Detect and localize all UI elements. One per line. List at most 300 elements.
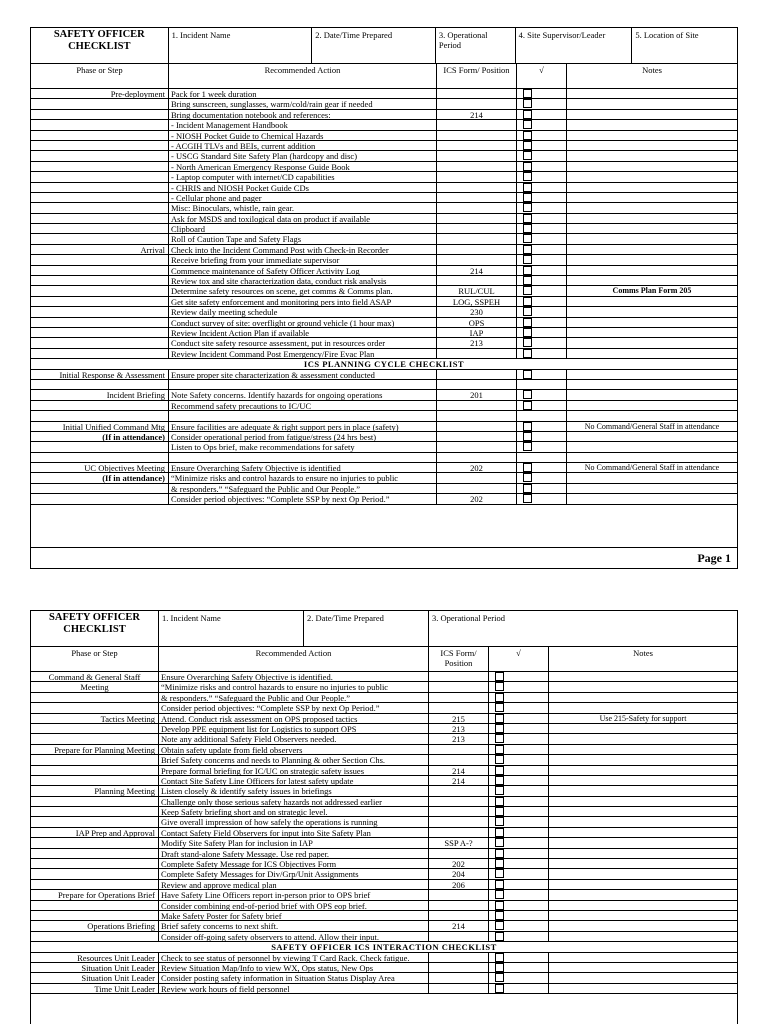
action-cell: Develop PPE equipment list for Logistics to support OPS bbox=[159, 724, 429, 733]
phase-cell bbox=[31, 110, 169, 119]
form-cell bbox=[437, 255, 517, 264]
notes-cell bbox=[567, 99, 737, 108]
checkbox[interactable] bbox=[523, 494, 532, 503]
operational-period-field-2[interactable]: 3. Operational Period bbox=[432, 613, 505, 623]
form-cell bbox=[429, 797, 489, 806]
action-cell: Conduct site safety resource assessment, put in resources order bbox=[169, 338, 437, 347]
action-cell: “Minimize risks and control hazards to ensure no injuries to public bbox=[169, 473, 437, 482]
notes-cell bbox=[549, 901, 737, 910]
phase-cell bbox=[31, 411, 169, 420]
check-cell bbox=[489, 921, 549, 930]
checkbox[interactable] bbox=[495, 963, 504, 972]
table-row bbox=[31, 255, 737, 265]
operational-period-field[interactable]: 3. Operational Period bbox=[436, 28, 516, 63]
table-row bbox=[31, 776, 737, 786]
checkbox[interactable] bbox=[495, 973, 504, 982]
checkbox[interactable] bbox=[495, 807, 504, 816]
check-cell bbox=[517, 422, 567, 431]
checkbox[interactable] bbox=[523, 276, 532, 285]
notes-cell bbox=[567, 307, 737, 316]
check-cell bbox=[517, 172, 567, 181]
phase-cell: (If in attendance) bbox=[31, 473, 169, 482]
check-cell bbox=[517, 286, 567, 295]
checkbox[interactable] bbox=[523, 370, 532, 379]
checkbox[interactable] bbox=[523, 89, 532, 98]
form-cell: 215 bbox=[429, 714, 489, 723]
table-row bbox=[31, 162, 737, 172]
action-cell: Ensure proper site characterization & assessment conducted bbox=[169, 370, 437, 379]
checkbox[interactable] bbox=[523, 349, 532, 358]
phase-cell bbox=[31, 838, 159, 847]
checkbox[interactable] bbox=[495, 797, 504, 806]
notes-cell bbox=[549, 703, 737, 712]
check-cell bbox=[517, 110, 567, 119]
notes-cell bbox=[549, 776, 737, 785]
phase-cell bbox=[31, 734, 159, 743]
table-row bbox=[31, 411, 737, 421]
notes-cell bbox=[549, 672, 737, 681]
form-cell: OPS bbox=[437, 318, 517, 327]
table-row bbox=[31, 110, 737, 120]
table-row bbox=[31, 120, 737, 130]
page1-column-headers bbox=[31, 64, 737, 89]
notes-cell bbox=[567, 141, 737, 150]
action-cell: Bring sunscreen, sunglasses, warm/cold/rain gear if needed bbox=[169, 99, 437, 108]
phase-cell bbox=[31, 766, 159, 775]
notes-cell bbox=[567, 370, 737, 379]
phase-cell: Resources Unit Leader bbox=[31, 953, 159, 962]
checkbox[interactable] bbox=[495, 828, 504, 837]
check-cell bbox=[489, 963, 549, 972]
table-row bbox=[31, 766, 737, 776]
section-heading-text: ICS PLANNING CYCLE CHECKLIST bbox=[303, 359, 465, 370]
checkbox[interactable] bbox=[495, 682, 504, 691]
phase-cell bbox=[31, 255, 169, 264]
table-row bbox=[31, 838, 737, 848]
checkbox[interactable] bbox=[495, 817, 504, 826]
checkbox[interactable] bbox=[523, 473, 532, 482]
check-cell bbox=[517, 183, 567, 192]
checkbox[interactable] bbox=[523, 162, 532, 171]
action-cell: - CHRIS and NIOSH Pocket Guide CDs bbox=[169, 183, 437, 192]
action-cell: & responders.” “Safeguard the Public and Our People.” bbox=[159, 693, 429, 702]
checkbox[interactable] bbox=[523, 307, 532, 316]
form-cell bbox=[437, 276, 517, 285]
action-cell: Ensure Overarching Safety Objective is identified. bbox=[159, 672, 429, 681]
table-row bbox=[31, 214, 737, 224]
table-row bbox=[31, 172, 737, 182]
phase-cell: Arrival bbox=[31, 245, 169, 254]
notes-cell bbox=[549, 724, 737, 733]
checkbox[interactable] bbox=[523, 151, 532, 160]
table-row bbox=[31, 224, 737, 234]
form-cell bbox=[429, 786, 489, 795]
form-cell: 206 bbox=[429, 880, 489, 889]
notes-cell bbox=[567, 234, 737, 243]
notes-cell bbox=[549, 921, 737, 930]
checkbox[interactable] bbox=[495, 921, 504, 930]
check-cell bbox=[489, 672, 549, 681]
incident-name-field-2[interactable]: 1. Incident Name bbox=[159, 611, 304, 646]
page1-title: SAFETY OFFICER CHECKLIST bbox=[31, 28, 169, 63]
phase-cell bbox=[31, 776, 159, 785]
phase-cell: Time Unit Leader bbox=[31, 984, 159, 993]
checkbox[interactable] bbox=[523, 432, 532, 441]
action-cell: Conduct survey of site: overflight or ground vehicle (1 hour max) bbox=[169, 318, 437, 327]
date-time-prepared-field[interactable]: 2. Date/Time Prepared bbox=[312, 28, 436, 63]
check-cell bbox=[517, 328, 567, 337]
action-cell bbox=[169, 411, 437, 420]
check-cell bbox=[517, 318, 567, 327]
phase-cell bbox=[31, 453, 169, 462]
checkbox[interactable] bbox=[495, 714, 504, 723]
action-cell: - ACGIH TLVs and BEIs, current addition bbox=[169, 141, 437, 150]
checkbox[interactable] bbox=[495, 703, 504, 712]
action-cell: Review daily meeting schedule bbox=[169, 307, 437, 316]
form-cell: 214 bbox=[429, 921, 489, 930]
action-cell: Consider operational period from fatigue/stress (24 hrs best) bbox=[169, 432, 437, 441]
check-header: √ bbox=[517, 64, 567, 88]
checkbox[interactable] bbox=[523, 224, 532, 233]
page2-rows bbox=[31, 672, 737, 994]
checkbox[interactable] bbox=[523, 422, 532, 431]
phase-cell: Initial Response & Assessment bbox=[31, 370, 169, 379]
notes-cell bbox=[549, 869, 737, 878]
site-supervisor-field[interactable]: 4. Site Supervisor/Leader bbox=[516, 28, 633, 63]
form-cell bbox=[437, 453, 517, 462]
check-cell bbox=[489, 953, 549, 962]
checkbox[interactable] bbox=[523, 266, 532, 275]
checkbox[interactable] bbox=[523, 442, 532, 451]
form-cell bbox=[437, 422, 517, 431]
table-row bbox=[31, 682, 737, 692]
form-cell bbox=[429, 953, 489, 962]
checkbox[interactable] bbox=[523, 401, 532, 410]
table-row bbox=[31, 422, 737, 432]
section-heading-text: SAFETY OFFICER ICS INTERACTION CHECKLIST bbox=[271, 942, 497, 953]
phase-cell bbox=[31, 224, 169, 233]
action-cell: - USCG Standard Site Safety Plan (hardcopy and disc) bbox=[169, 151, 437, 160]
checkbox[interactable] bbox=[495, 672, 504, 681]
phase-cell: Situation Unit Leader bbox=[31, 963, 159, 972]
notes-cell bbox=[549, 807, 737, 816]
checkbox[interactable] bbox=[523, 318, 532, 327]
table-row bbox=[31, 338, 737, 348]
phase-cell bbox=[31, 797, 159, 806]
phase-cell: Operations Briefing bbox=[31, 921, 159, 930]
table-row bbox=[31, 370, 737, 380]
checkbox[interactable] bbox=[523, 328, 532, 337]
form-cell bbox=[429, 703, 489, 712]
phase-cell: Meeting bbox=[31, 682, 159, 691]
check-cell bbox=[517, 442, 567, 451]
action-cell: Draft stand-alone Safety Message. Use red paper. bbox=[159, 849, 429, 858]
check-cell bbox=[489, 714, 549, 723]
action-cell: Review tox and site characterization data, conduct risk analysis bbox=[169, 276, 437, 285]
form-cell bbox=[429, 911, 489, 920]
phase-cell bbox=[31, 203, 169, 212]
form-cell: LOG, SSPEH bbox=[437, 297, 517, 306]
form-cell bbox=[437, 141, 517, 150]
action-cell: Consider off-going safety observers to attend. Allow their input. bbox=[159, 932, 429, 941]
form-cell bbox=[429, 901, 489, 910]
table-row bbox=[31, 131, 737, 141]
table-row bbox=[31, 193, 737, 203]
form-cell bbox=[437, 99, 517, 108]
form-cell: 213 bbox=[429, 734, 489, 743]
checkbox[interactable] bbox=[495, 901, 504, 910]
table-row bbox=[31, 849, 737, 859]
table-row bbox=[31, 880, 737, 890]
checkbox[interactable] bbox=[523, 193, 532, 202]
checkbox[interactable] bbox=[523, 172, 532, 181]
checkbox[interactable] bbox=[495, 911, 504, 920]
action-cell: Roll of Caution Tape and Safety Flags bbox=[169, 234, 437, 243]
phase-cell: Initial Unified Command Mtg bbox=[31, 422, 169, 431]
notes-cell: Comms Plan Form 205 bbox=[612, 286, 692, 296]
action-cell: Clipboard bbox=[169, 224, 437, 233]
check-cell bbox=[489, 901, 549, 910]
check-cell bbox=[517, 141, 567, 150]
check-cell bbox=[489, 828, 549, 837]
action-header: Recommended Action bbox=[169, 64, 437, 88]
checkbox[interactable] bbox=[523, 463, 532, 472]
checkbox[interactable] bbox=[495, 859, 504, 868]
checkbox[interactable] bbox=[495, 953, 504, 962]
check-cell bbox=[517, 255, 567, 264]
checkbox[interactable] bbox=[523, 110, 532, 119]
phase-cell bbox=[31, 328, 169, 337]
checklist-page-1 bbox=[30, 27, 738, 569]
checkbox[interactable] bbox=[495, 880, 504, 889]
check-cell bbox=[489, 734, 549, 743]
notes-cell bbox=[567, 255, 737, 264]
notes-cell bbox=[567, 494, 737, 503]
phase-cell bbox=[31, 911, 159, 920]
notes-cell: No Command/General Staff in attendance bbox=[584, 463, 720, 473]
checkbox[interactable] bbox=[495, 890, 504, 899]
form-cell: 214 bbox=[429, 776, 489, 785]
table-row bbox=[31, 141, 737, 151]
form-cell bbox=[437, 484, 517, 493]
form-cell bbox=[429, 828, 489, 837]
location-of-site-field[interactable]: 5. Location of Site bbox=[635, 30, 699, 40]
form-cell bbox=[437, 380, 517, 389]
action-cell: Have Safety Line Officers report in-person prior to OPS brief bbox=[159, 890, 429, 899]
section-heading bbox=[31, 942, 737, 952]
checkbox[interactable] bbox=[523, 141, 532, 150]
form-cell bbox=[437, 473, 517, 482]
form-cell bbox=[437, 193, 517, 202]
check-cell bbox=[489, 766, 549, 775]
check-cell bbox=[489, 797, 549, 806]
checkbox[interactable] bbox=[523, 390, 532, 399]
notes-cell bbox=[567, 328, 737, 337]
checkbox[interactable] bbox=[495, 932, 504, 941]
check-cell bbox=[517, 390, 567, 399]
action-cell: - NIOSH Pocket Guide to Chemical Hazards bbox=[169, 131, 437, 140]
checkbox[interactable] bbox=[523, 99, 532, 108]
check-cell bbox=[517, 162, 567, 171]
action-cell: Check to see status of personnel by viewing T Card Rack. Check fatigue. bbox=[159, 953, 429, 962]
notes-cell bbox=[549, 911, 737, 920]
form-cell bbox=[437, 370, 517, 379]
checkbox[interactable] bbox=[523, 255, 532, 264]
form-cell: 214 bbox=[437, 110, 517, 119]
checkbox[interactable] bbox=[495, 984, 504, 993]
phase-cell bbox=[31, 442, 169, 451]
form-cell bbox=[437, 151, 517, 160]
notes-cell bbox=[567, 442, 737, 451]
phase-cell bbox=[31, 266, 169, 275]
incident-name-field[interactable]: 1. Incident Name bbox=[169, 28, 313, 63]
action-cell: Commence maintenance of Safety Officer Activity Log bbox=[169, 266, 437, 275]
check-cell bbox=[517, 276, 567, 285]
form-cell bbox=[429, 984, 489, 993]
phase-cell bbox=[31, 859, 159, 868]
checkbox[interactable] bbox=[523, 234, 532, 243]
notes-cell bbox=[567, 131, 737, 140]
action-cell: Recommend safety precautions to IC/UC bbox=[169, 401, 437, 410]
action-cell: Listen closely & identify safety issues in briefings bbox=[159, 786, 429, 795]
phase-cell bbox=[31, 172, 169, 181]
form-cell bbox=[437, 203, 517, 212]
form-cell bbox=[437, 120, 517, 129]
table-row bbox=[31, 869, 737, 879]
form-cell bbox=[429, 807, 489, 816]
form-cell: 201 bbox=[437, 390, 517, 399]
phase-cell bbox=[31, 932, 159, 941]
phase-cell bbox=[31, 318, 169, 327]
phase-cell bbox=[31, 807, 159, 816]
checkbox[interactable] bbox=[523, 120, 532, 129]
checkbox[interactable] bbox=[495, 724, 504, 733]
table-row bbox=[31, 828, 737, 838]
notes-cell bbox=[549, 828, 737, 837]
form-cell: 213 bbox=[429, 724, 489, 733]
action-cell: Review Incident Action Plan if available bbox=[169, 328, 437, 337]
action-cell: Review and approve medical plan bbox=[159, 880, 429, 889]
phase-cell bbox=[31, 849, 159, 858]
notes-cell bbox=[549, 953, 737, 962]
checkbox[interactable] bbox=[495, 786, 504, 795]
table-row bbox=[31, 328, 737, 338]
check-cell bbox=[489, 724, 549, 733]
check-cell bbox=[489, 838, 549, 847]
action-cell: Pack for 1 week duration bbox=[169, 89, 437, 98]
action-cell: Ensure Overarching Safety Objective is identified bbox=[169, 463, 437, 472]
notes-cell bbox=[567, 401, 737, 410]
checkbox[interactable] bbox=[495, 849, 504, 858]
checkbox[interactable] bbox=[495, 755, 504, 764]
checkbox[interactable] bbox=[523, 484, 532, 493]
form-cell bbox=[429, 849, 489, 858]
action-cell: Listen to Ops brief, make recommendations for safety bbox=[169, 442, 437, 451]
checkbox[interactable] bbox=[495, 869, 504, 878]
checkbox[interactable] bbox=[495, 693, 504, 702]
phase-cell bbox=[31, 276, 169, 285]
notes-cell bbox=[549, 766, 737, 775]
action-cell: Misc: Binoculars, whistle, rain gear. bbox=[169, 203, 437, 212]
checkbox[interactable] bbox=[523, 245, 532, 254]
check-cell bbox=[489, 973, 549, 982]
check-cell bbox=[517, 453, 567, 462]
checkbox[interactable] bbox=[495, 766, 504, 775]
table-row bbox=[31, 984, 737, 994]
form-cell: 204 bbox=[429, 869, 489, 878]
checkbox[interactable] bbox=[495, 838, 504, 847]
phase-cell bbox=[31, 234, 169, 243]
page2-title: SAFETY OFFICER CHECKLIST bbox=[31, 611, 159, 646]
action-cell: Review Situation Map/Info to view WX, Ops status, New Ops bbox=[159, 963, 429, 972]
action-cell: Challenge only those serious safety hazards not addressed earlier bbox=[159, 797, 429, 806]
notes-cell bbox=[567, 183, 737, 192]
phase-cell: IAP Prep and Approval bbox=[31, 828, 159, 837]
phase-cell bbox=[31, 817, 159, 826]
notes-cell bbox=[567, 224, 737, 233]
check-cell bbox=[517, 401, 567, 410]
notes-cell bbox=[567, 349, 737, 358]
check-cell bbox=[489, 984, 549, 993]
form-cell bbox=[429, 973, 489, 982]
form-cell bbox=[437, 172, 517, 181]
table-row bbox=[31, 703, 737, 713]
action-cell: Attend. Conduct risk assessment on OPS proposed tactics bbox=[159, 714, 429, 723]
table-row bbox=[31, 807, 737, 817]
action-cell: Review work hours of field personnel bbox=[159, 984, 429, 993]
notes-cell bbox=[567, 120, 737, 129]
phase-cell bbox=[31, 99, 169, 108]
table-row bbox=[31, 442, 737, 452]
action-cell: Keep Safety briefing short and on strategic level. bbox=[159, 807, 429, 816]
checkbox[interactable] bbox=[523, 203, 532, 212]
page-number: Page 1 bbox=[697, 551, 731, 565]
notes-cell bbox=[567, 484, 737, 493]
checkbox[interactable] bbox=[523, 338, 532, 347]
checkbox[interactable] bbox=[495, 734, 504, 743]
table-row bbox=[31, 755, 737, 765]
phase-cell bbox=[31, 349, 169, 358]
checkbox[interactable] bbox=[523, 297, 532, 306]
table-row bbox=[31, 494, 737, 504]
checkbox[interactable] bbox=[523, 214, 532, 223]
checkbox[interactable] bbox=[523, 286, 532, 295]
checkbox[interactable] bbox=[495, 776, 504, 785]
action-cell: Consider period objectives: “Complete SSP by next Op Period.” bbox=[169, 494, 437, 503]
action-cell: Consider period objectives: “Complete SSP by next Op Period.” bbox=[159, 703, 429, 712]
form-cell: IAP bbox=[437, 328, 517, 337]
checkbox[interactable] bbox=[495, 745, 504, 754]
check-cell bbox=[489, 911, 549, 920]
notes-cell bbox=[567, 110, 737, 119]
checkbox[interactable] bbox=[523, 131, 532, 140]
notes-cell bbox=[549, 932, 737, 941]
date-time-prepared-field-2[interactable]: 2. Date/Time Prepared bbox=[304, 611, 429, 646]
form-cell bbox=[429, 682, 489, 691]
table-row bbox=[31, 890, 737, 900]
table-row bbox=[31, 432, 737, 442]
check-cell bbox=[517, 370, 567, 379]
table-row bbox=[31, 297, 737, 307]
table-row bbox=[31, 89, 737, 99]
checkbox[interactable] bbox=[523, 183, 532, 192]
action-cell: Receive briefing from your immediate supervisor bbox=[169, 255, 437, 264]
table-row bbox=[31, 817, 737, 827]
table-row bbox=[31, 901, 737, 911]
form-cell bbox=[429, 932, 489, 941]
check-cell bbox=[517, 203, 567, 212]
form-cell bbox=[437, 401, 517, 410]
